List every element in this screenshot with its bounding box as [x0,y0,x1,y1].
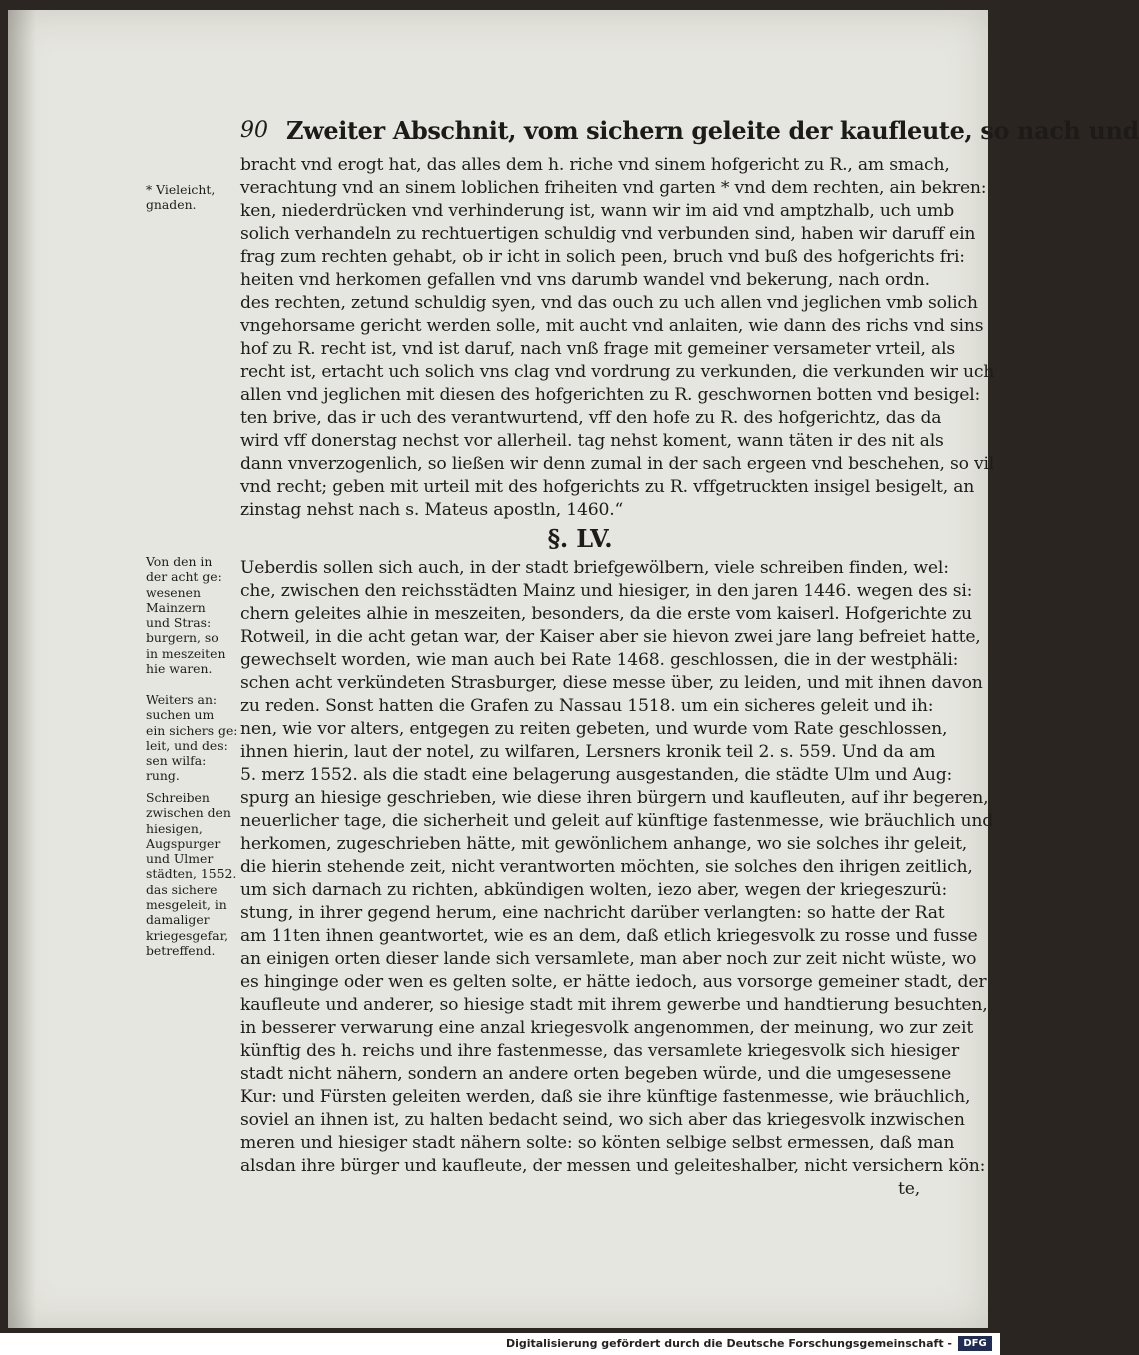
text-line: che, zwischen den reichsstädten Mainz und hiesiger, in den jaren 1446. wegen des si: [240,581,973,601]
margin-note-vieleicht [146,182,238,213]
margin-note-line: städten, 1552. [146,866,237,882]
text-line: stadt nicht nähern, sondern an andere orten begeben würde, und die umgesessene [240,1064,952,1084]
page-edge-shadow [8,10,36,1328]
margin-note-line: damaliger [146,912,210,928]
text-line: ihnen hierin, laut der notel, zu wilfaren, Lersners kronik teil 2. s. 559. Und da am [240,742,936,762]
footer-credit: Digitalisierung gefördert durch die Deutsche Forschungsgemeinschaft - [505,1337,952,1350]
text-line: die hierin stehende zeit, nicht verantworten möchten, sie solches den ihrigen zeitlich, [240,857,973,877]
margin-note-line: Schreiben [146,790,210,805]
text-line: meren und hiesiger stadt nähern solte: so könten selbige selbst ermessen, daß man [240,1133,955,1153]
margin-note-schreiben-1552 [146,790,238,958]
text-line: des rechten, zetund schuldig syen, vnd das ouch zu uch allen vnd jeglichen vmb solich [240,293,978,313]
margin-note-line: kriegesgefar, [146,927,229,943]
text-line: vngehorsame gericht werden solle, mit aucht vnd anlaiten, wie dann des richs vnd sins [240,316,984,336]
paragraph-section-55 [240,557,994,1178]
margin-note-line: burgern, so [146,630,219,646]
text-line: allen vnd jeglichen mit diesen des hofgerichten zu R. geschwornen botten vnd besigel: [240,385,981,405]
margin-note-geleit [146,692,238,784]
text-line: spurg an hiesige geschrieben, wie diese ihren bürgern und kaufleuten, auf ihr begeren, [240,788,989,808]
text-line: soviel an ihnen ist, zu halten bedacht seind, wo sich aber das kriegesvolk inzwischen [240,1110,965,1130]
text-line: verachtung vnd an sinem loblichen friheiten vnd garten * vnd dem rechten, ain bekren: [240,178,987,198]
text-line: wird vff donerstag nechst vor allerheil. tag nehst koment, wann täten ir des nit als [240,431,944,451]
margin-note-line: hie waren. [146,661,213,677]
body-text [240,154,995,1201]
running-head [240,112,1139,152]
margin-note-line: Von den in [146,554,213,569]
margin-note-line: wesenen [146,584,201,600]
text-line: gewechselt worden, wie man auch bei Rate 1468. geschlossen, die in der westphäli: [240,650,959,670]
text-line: ken, niederdrücken vnd verhinderung ist, wann wir im aid vnd amptzhalb, uch umb [240,201,955,221]
text-line: Kur: und Fürsten geleiten werden, daß sie ihre künftige fastenmesse, wie bräuchlich, [240,1087,971,1107]
text-line: an einigen orten dieser lande sich versamlete, man aber noch zur zeit nicht wüste, wo [240,949,977,969]
text-line: zinstag nehst nach s. Mateus apostln, 1460.“ [240,500,624,520]
text-line: ten brive, das ir uch des verantwurtend, vff den hofe zu R. des hofgerichtz, das da [240,408,942,428]
margin-note-line: in meszeiten [146,645,226,661]
text-line: Ueberdis sollen sich auch, in der stadt briefgewölbern, viele schreiben finden, wel: [240,558,949,578]
text-line: alsdan ihre bürger und kaufleute, der messen und geleiteshalber, nicht versichern kön: [240,1156,986,1176]
text-line: in besserer verwarung eine anzal kriegesvolk angenommen, der meinung, wo zur zeit [240,1018,974,1038]
dfg-logo: DFG [958,1336,992,1351]
text-line: Rotweil, in die acht getan war, der Kaiser aber sie hievon zwei jare lang befreiet hatte, [240,627,981,647]
margin-note-line: rung. [146,768,180,784]
catchword: te, [898,1179,920,1199]
text-line: um sich darnach zu richten, abkündigen wolten, iezo aber, wegen der kriegeszurü: [240,880,948,900]
text-line: bracht vnd erogt hat, das alles dem h. riche vnd sinem hofgericht zu R., am smach, [240,155,950,175]
margin-note-line: betreffend. [146,942,216,958]
text-line: am 11ten ihnen geantwortet, wie es an dem, daß etlich kriegesvolk zu rosse und fusse [240,926,978,946]
margin-note-line: sen wilfa: [146,753,207,769]
margin-note-line: suchen um [146,707,215,723]
paragraph-letter-quote [240,154,995,522]
margin-note-mainzern [146,554,238,676]
text-line: stung, in ihrer gegend herum, eine nachricht darüber verlangten: so hatte der Rat [240,903,945,923]
digitization-footer [0,1333,1000,1355]
text-line: heiten vnd herkomen gefallen vnd vns darumb wandel vnd bekerung, nach ordn. [240,270,930,290]
text-line: chern geleites alhie in meszeiten, besonders, da die erste vom kaiserl. Hofgerichte zu [240,604,972,624]
margin-note-line: und Stras: [146,615,212,631]
text-line: nen, wie vor alters, entgegen zu reiten gebeten, und wurde vom Rate geschlossen, [240,719,948,739]
margin-note-line: * Vieleicht, [146,182,216,197]
running-head-title: Zweiter Abschnit, vom sichern geleite der kaufleute, so nach und [286,116,1139,145]
margin-note-line: ein sichers ge: [146,722,238,738]
margin-note-line: Weiters an: [146,692,218,707]
page-number: 90 [240,118,268,143]
text-line: hof zu R. recht ist, vnd ist daruf, nach vnß frage mit gemeiner versameter vrteil, als [240,339,956,359]
text-line: es hinginge oder wen es gelten solte, er hätte iedoch, aus vorsorge gemeiner stadt, der [240,972,987,992]
text-line: dann vnverzogenlich, so ließen wir denn zumal in der sach ergeen vnd beschehen, so vil [240,454,995,474]
margin-note-line: hiesigen, [146,820,203,836]
text-line: solich verhandeln zu rechtuertigen schuldig vnd verbunden sind, haben wir daruff ein [240,224,976,244]
margin-note-line: und Ulmer [146,851,214,867]
margin-note-line: das sichere [146,881,218,897]
margin-note-line: Augspurger [146,835,221,851]
margin-note-line: gnaden. [146,197,197,213]
text-line: kaufleute und anderer, so hiesige stadt mit ihrem gewerbe und handtierung besuchten, [240,995,988,1015]
text-line: schen acht verkündeten Strasburger, diese messe über, zu leiden, und mit ihnen davon [240,673,983,693]
text-line: recht ist, ertacht uch solich vns clag vnd vordrung zu verkunden, die verkunden wir uch [240,362,995,382]
margin-note-line: zwischen den [146,805,231,821]
text-line: frag zum rechten gehabt, ob ir icht in solich peen, bruch vnd buß des hofgerichts fri: [240,247,965,267]
text-line: herkomen, zugeschrieben hätte, mit gewönlichem anhange, wo sie solches ihr geleit, [240,834,968,854]
margin-note-line: Mainzern [146,599,206,615]
text-line: neuerlicher tage, die sicherheit und geleit auf künftige fastenmesse, wie bräuchlich und [240,811,994,831]
margin-note-line: mesgeleit, in [146,897,227,913]
margin-note-line: der acht ge: [146,569,222,585]
text-line: künftig des h. reichs und ihre fastenmesse, das versamlete kriegesvolk sich hiesiger [240,1041,959,1061]
text-line: zu reden. Sonst hatten die Grafen zu Nassau 1518. um ein sicheres geleit und ih: [240,696,934,716]
text-line: vnd recht; geben mit urteil mit des hofgerichts zu R. vffgetruckten insigel besigelt, an [240,477,975,497]
section-heading: §. LV. [547,524,613,553]
margin-note-line: leit, und des: [146,737,228,753]
text-line: 5. merz 1552. als die stadt eine belagerung ausgestanden, die städte Ulm und Aug: [240,765,953,785]
